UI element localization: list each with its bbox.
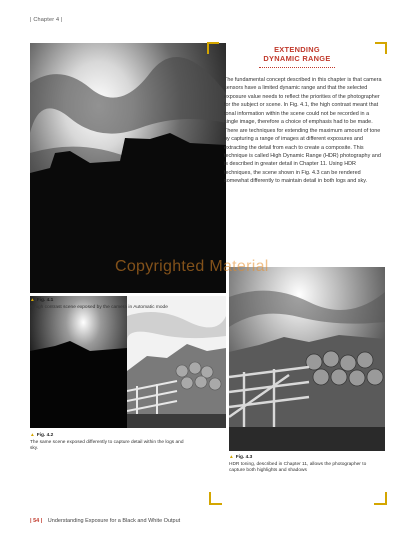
figure-4-3-label: Fig. 4.3 [235, 455, 253, 460]
figure-4-2-logs-photo [127, 296, 226, 428]
figure-4-2-text: The same scene exposed differently to capture detail within the logs and sky. [30, 439, 184, 452]
figure-4-3-caption: ▲ Fig. 4.3 HDR toning, described in Chapter 11, allows the photographer to capture both highlights and shadows [229, 455, 367, 474]
figure-4-3-text: HDR toning, described in Chapter 11, allows the photographer to capture both highlights and shadows [229, 461, 367, 474]
page-number: | 54 | [30, 518, 43, 524]
figure-4-2-dark-photo [30, 296, 127, 428]
footer-title: Understanding Exposure for a Black and White Output [47, 518, 181, 524]
sidebar-body: The fundamental concept described in this chapter is that camera sensors have a limited dynamic range and that the selected exposure value needs to reflect the priorities of the photographer for the subject or scene. In Fig. 4.1, the high contrast meant that tonal information within the scene could not be recorded in a single image, therefore a choice of emphasis had to be made. There are techniques for extending the maximum amount of tone by capturing a range of images at different exposures and extracting the detail from each to create a composite. This technique is called High Dynamic Range (HDR) photography and is described in greater detail in Chapter 11. Using HDR techniques, the scene shown in Fig. 4.3 can be rendered somewhat differently to maintain detail in both logs and sky. [224, 77, 382, 185]
chapter-header: | Chapter 4 | [30, 17, 63, 23]
sidebar-title-line1: EXTENDING [274, 45, 320, 54]
sidebar-title-line2: DYNAMIC RANGE [263, 53, 331, 63]
page-footer [30, 518, 180, 524]
figure-4-1-photo [30, 43, 226, 293]
watermark: Copyrighted Material [115, 258, 269, 275]
corner-bracket [209, 492, 222, 505]
figure-4-2-caption: ▲ Fig. 4.2 The same scene exposed differently to capture detail within the logs and sky. [30, 433, 184, 452]
corner-bracket [374, 492, 387, 505]
figure-4-1-text: A high contrast scene exposed by the camera in Automatic mode [30, 304, 168, 310]
sidebar-divider [259, 67, 335, 68]
sidebar-title [207, 46, 387, 63]
figure-4-2-label: Fig. 4.2 [36, 433, 54, 438]
figure-4-1-label: Fig. 4.1 [36, 298, 54, 303]
figure-4-1-caption: ▲ Fig. 4.1 A high contrast scene exposed by the camera in Automatic mode [30, 298, 168, 310]
figure-4-3-photo [229, 267, 385, 451]
dynamic-range-sidebar [207, 42, 387, 251]
